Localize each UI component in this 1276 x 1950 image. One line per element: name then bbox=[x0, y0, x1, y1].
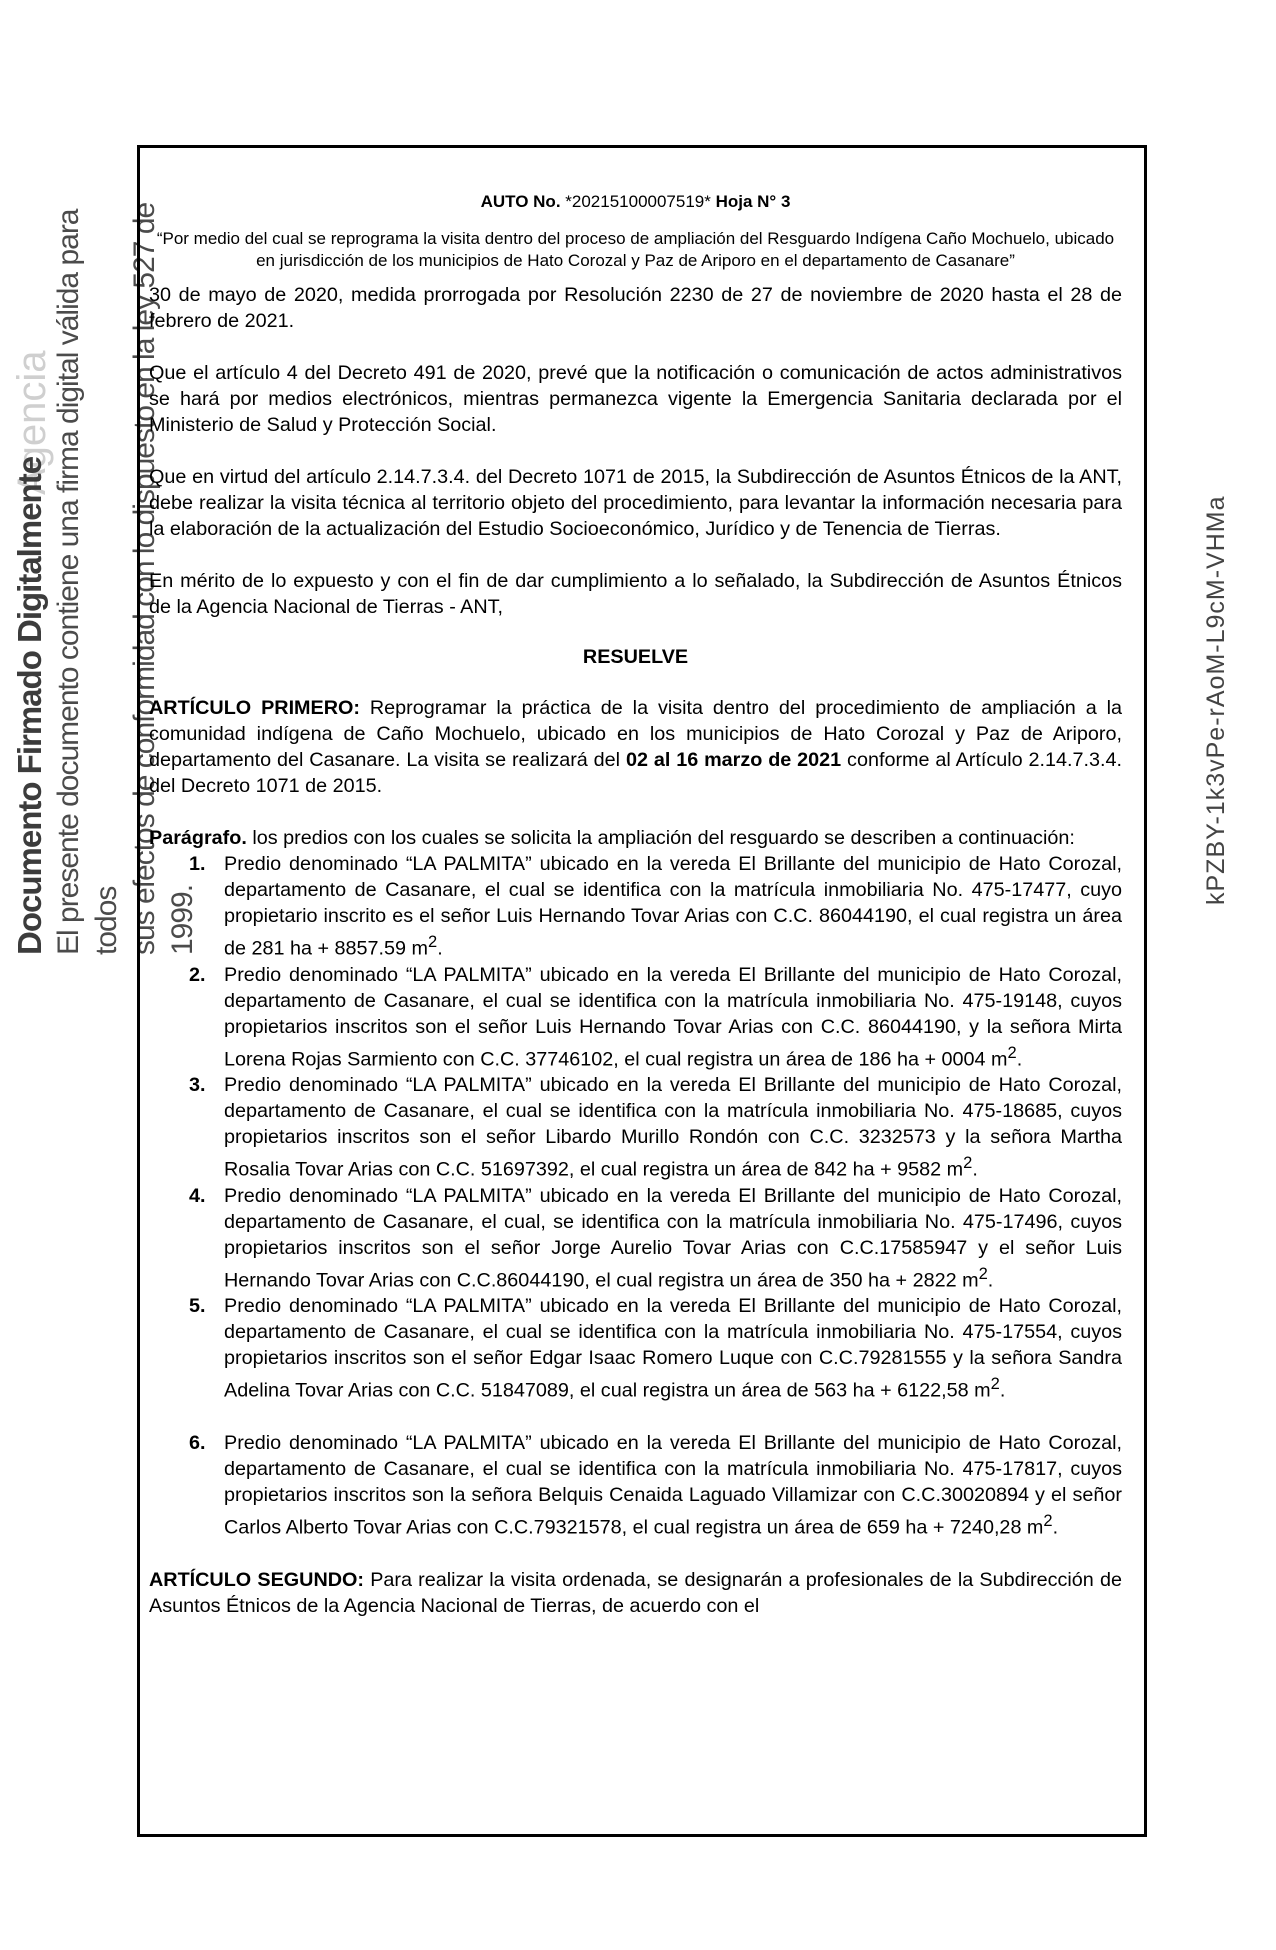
articulo-primero-dates: 02 al 16 marzo de 2021 bbox=[625, 749, 842, 771]
verification-code: kPZBY-1k3vPe-rAoM-L9cM-VHMa bbox=[1202, 495, 1230, 905]
predio-number: 6. bbox=[189, 1431, 206, 1454]
predio-end: . bbox=[1052, 1516, 1059, 1539]
stamp-line-3: sus efectos de conformidad con lo dispuesto en la ley 527 de 1999. bbox=[128, 202, 199, 955]
paragrafo-label: Parágrafo. bbox=[149, 827, 247, 849]
predio-item-6 bbox=[149, 1430, 1122, 1541]
auto-prefix: AUTO No. bbox=[480, 192, 566, 211]
predio-text: Predio denominado “LA PALMITA” ubicado en la vereda El Brillante del municipio de Hato Corozal, departamento de Casanare, el cual se identifica con la matrícula inmobiliaria No. 475-18685, cuyos propietarios inscritos son el señor Libardo Murillo Rondón con C.C. 3232573 y la señora Martha Rosalia Tovar Arias con C.C. 51697392, el cual registra un área de 842 ha + 9582 m bbox=[224, 1074, 1122, 1181]
predio-text: Predio denominado “LA PALMITA” ubicado en la vereda El Brillante del municipio de Hato Corozal, departamento de Casanare, el cual, se identifica con la matrícula inmobiliaria No. 475-17496, cuyos propietarios inscritos son el señor Jorge Aurelio Tovar Arias con C.C.17585947 y el señor Luis Hernando Tovar Arias con C.C.86044190, el cual registra un área de 350 ha + 2822 m bbox=[224, 1184, 1122, 1292]
predio-end: . bbox=[1016, 1048, 1023, 1071]
articulo-primero-text1: Reprogramar la práctica de la visita dentro del procedimiento de ampliación a la comunidad indígena de Caño Mochuelo, ubicado en los municipios de Hato Corozal y Paz de Ariporo, departamento del Casanare. La visita se realizará del bbox=[149, 697, 1122, 771]
predio-number: 4. bbox=[189, 1184, 206, 1207]
predio-item-1 bbox=[149, 851, 1122, 962]
resuelve-heading: RESUELVE bbox=[582, 646, 689, 668]
paragraph-3: Que en virtud del artículo 2.14.7.3.4. del Decreto 1071 de 2015, la Subdirección de Asuntos Étnicos de la ANT, debe realizar la visita técnica al territorio objeto del procedimiento, para levantar la información necesaria para la elaboración de la actualización del Estudio Socioeconómico, Jurídico y de Tenencia de Tierras. bbox=[149, 466, 1122, 540]
predio-sup: 2 bbox=[428, 933, 438, 951]
predio-sup: 2 bbox=[978, 1264, 988, 1283]
document-frame bbox=[137, 145, 1147, 1837]
predio-sup: 2 bbox=[990, 1375, 1000, 1394]
agency-watermark-text: Agencia bbox=[10, 350, 54, 495]
predio-number: 2. bbox=[189, 963, 206, 986]
paragraph-4: En mérito de lo expuesto y con el fin de dar cumplimiento a lo señalado, la Subdirección de Asuntos Étnicos de la Agencia Nacional de Tierras - ANT, bbox=[149, 570, 1122, 618]
paragraph-1: 30 de mayo de 2020, medida prorrogada por Resolución 2230 de 27 de noviembre de 2020 hasta el 28 de febrero de 2021. bbox=[149, 284, 1122, 332]
predio-end: . bbox=[987, 1269, 994, 1292]
predio-item-3 bbox=[149, 1072, 1122, 1183]
articulo-primero-text2: conforme al Artículo 2.14.7.3.4. del Decreto 1071 de 2015. bbox=[149, 749, 1122, 797]
predio-end: . bbox=[972, 1158, 978, 1181]
articulo-segundo-text: Para realizar la visita ordenada, se designarán a profesionales de la Subdirección de Asuntos Étnicos de la Agencia Nacional de Tierras, de acuerdo con el bbox=[149, 1568, 1122, 1617]
predio-item-2 bbox=[149, 962, 1122, 1073]
hoja-number: Hoja N° 3 bbox=[710, 192, 791, 211]
articulo-primero-label: ARTÍCULO PRIMERO: bbox=[149, 697, 360, 719]
stamp-line-2: El presente documento contiene una firma digital válida para todos bbox=[52, 209, 123, 955]
articulo-segundo-label: ARTÍCULO SEGUNDO: bbox=[149, 1568, 364, 1591]
predio-number: 5. bbox=[189, 1295, 206, 1318]
predio-sup: 2 bbox=[1007, 1043, 1017, 1062]
paragrafo-text: los predios con los cuales se solicita la ampliación del resguardo se describen a continuación: bbox=[246, 827, 1075, 849]
document-subtitle: “Por medio del cual se reprograma la visita dentro del proceso de ampliación del Resguardo Indígena Caño Mochuelo, ubicado en jurisdicción de los municipios de Hato Corozal y Paz de Ariporo en el departamento de Casanare” bbox=[156, 229, 1115, 270]
articulo-primero bbox=[149, 695, 1122, 799]
predio-number: 3. bbox=[189, 1074, 206, 1097]
predio-sup: 2 bbox=[963, 1154, 973, 1173]
auto-header bbox=[149, 192, 1122, 212]
predio-text: Predio denominado “LA PALMITA” ubicado en la vereda El Brillante del municipio de Hato Corozal, departamento de Casanare, el cual se identifica con la matrícula inmobiliaria No. 475-19148, cuyos propietarios inscritos son el señor Luis Hernando Tovar Arias con C.C. 86044190, y la señora Mirta Lorena Rojas Sarmiento con C.C. 37746102, el cual registra un área de 186 ha + 0004 m bbox=[224, 963, 1122, 1071]
articulo-segundo bbox=[149, 1567, 1122, 1619]
stamp-title: Documento Firmado Digitalmente bbox=[11, 456, 48, 955]
predio-text: Predio denominado “LA PALMITA” ubicado en la vereda El Brillante del municipio de Hato Corozal, departamento de Casanare, el cual se identifica con la matrícula inmobiliaria No. 475-17554, cuyos propietarios inscritos son el señor Edgar Isaac Romero Luque con C.C.79281555 y la señora Sandra Adelina Tovar Arias con C.C. 51847089, el cual registra un área de 563 ha + 6122,58 m bbox=[224, 1295, 1122, 1402]
predio-text: Predio denominado “LA PALMITA” ubicado en la vereda El Brillante del municipio de Hato Corozal, departamento de Casanare, el cual se identifica con la matrícula inmobiliaria No. 475-17477, cuyo propietario inscrito es el señor Luis Hernando Tovar Arias con C.C. 86044190, el cual registra un área de 281 ha + 8857.59 m bbox=[224, 853, 1122, 960]
predio-end: . bbox=[999, 1379, 1006, 1402]
auto-number: *20215100007519* bbox=[565, 192, 711, 211]
predio-item-4 bbox=[149, 1183, 1122, 1294]
predio-number: 1. bbox=[189, 853, 206, 875]
paragrafo bbox=[149, 825, 1122, 851]
predio-item-5 bbox=[149, 1293, 1122, 1404]
predio-text: Predio denominado “LA PALMITA” ubicado en la vereda El Brillante del municipio de Hato Corozal, departamento de Casanare, el cual se identifica con la matrícula inmobiliaria No. 475-17817, cuyos propietarios inscritos son la señora Belquis Cenaida Laguado Villamizar con C.C.30020894 y el señor Carlos Alberto Tovar Arias con C.C.79321578, el cual registra un área de 659 ha + 7240,28 m bbox=[224, 1431, 1122, 1539]
predios-list bbox=[149, 851, 1122, 1541]
paragraph-2: Que el artículo 4 del Decreto 491 de 2020, prevé que la notificación o comunicación de actos administrativos se hará por medios electrónicos, mientras permanezca vigente la Emergencia Sanitaria declarada por el Ministerio de Salud y Protección Social. bbox=[149, 362, 1122, 436]
predio-end: . bbox=[437, 937, 443, 960]
predio-sup: 2 bbox=[1043, 1511, 1053, 1530]
